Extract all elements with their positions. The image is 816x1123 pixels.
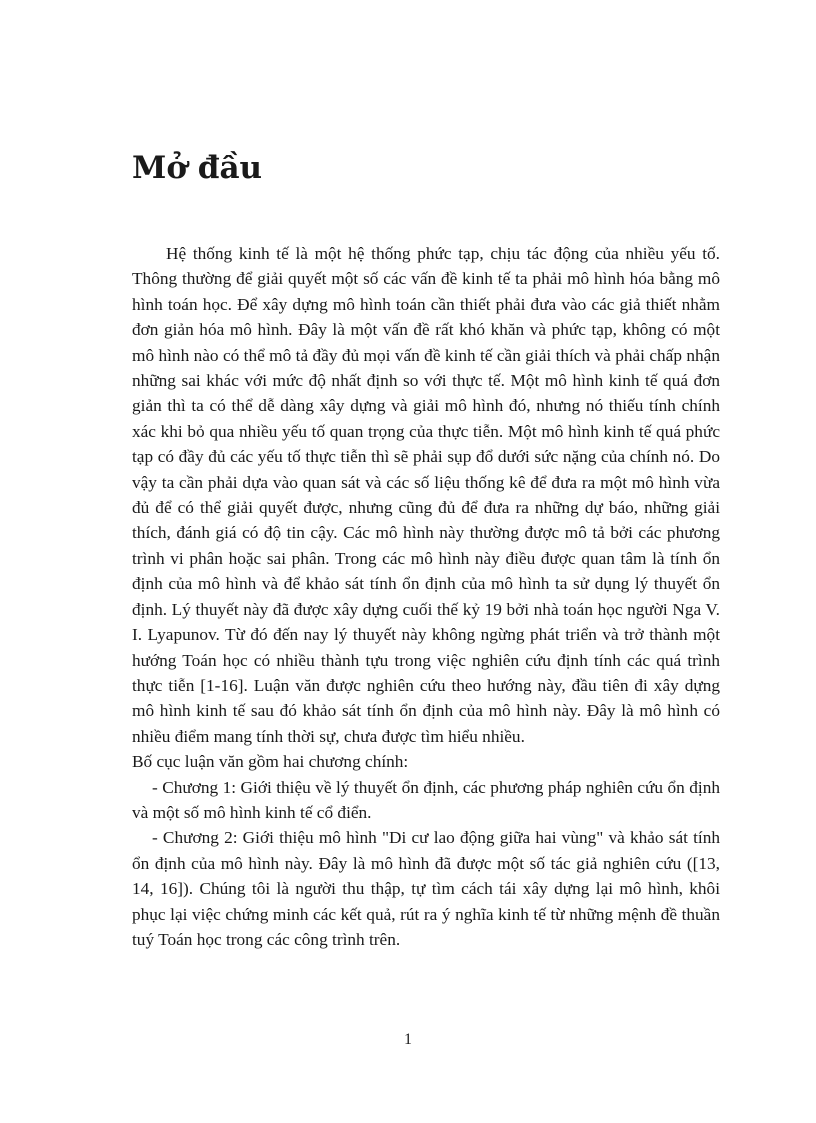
chapter-title: Mở đầu (132, 150, 263, 186)
intro-paragraph: Hệ thống kinh tế là một hệ thống phức tạp, chịu tác động của nhiều yếu tố. Thông thường để giải quyết một số các vấn đề kinh tế ta phải mô hình hóa bằng mô hình toán học. Để xây dựng mô hình toán cần thiết phải đưa vào các giả thiết nhằm đơn giản hóa mô hình. Đây là một vấn đề rất khó khăn và phức tạp, không có một mô hình nào có thể mô tả đầy đủ mọi vấn đề kinh tế cần giải thích và phải chấp nhận những sai khác với mức độ nhất định so với thực tế. Một mô hình kinh tế quá đơn giản thì ta có thể dễ dàng xây dựng và giải mô hình đó, nhưng nó thiếu tính chính xác khi bỏ qua nhiều yếu tố quan trọng của thực tiễn. Một mô hình kinh tế quá phức tạp có đầy đủ các yếu tố thực tiễn thì sẽ phải sụp đổ dưới sức nặng của chính nó. Do vậy ta cần phải dựa vào quan sát và các số liệu thống kê để đưa ra một mô hình vừa đủ để có thể giải quyết được, nhưng cũng đủ để đưa ra những dự báo, những giải thích, đánh giá có độ tin cậy. Các mô hình này thường được mô tả bởi các phương trình vi phân hoặc sai phân. Trong các mô hình này điều được quan tâm là tính ổn định của mô hình và để khảo sát tính ổn định của mô hình ta sử dụng lý thuyết ổn định. Lý thuyết này đã được xây dựng cuối thế kỷ 19 bởi nhà toán học người Nga V. I. Lyapunov. Từ đó đến nay lý thuyết này không ngừng phát triển và trở thành một hướng Toán học có nhiều thành tựu trong việc nghiên cứu định tính các quá trình thực tiễn [1-16]. Luận văn được nghiên cứu theo hướng này, đầu tiên đi xây dựng mô hình kinh tế sau đó khảo sát tính ổn định của mô hình này. Đây là mô hình có nhiều điểm mang tính thời sự, chưa được tìm hiểu nhiều. (132, 244, 720, 746)
chapter-2-summary: - Chương 2: Giới thiệu mô hình "Di cư lao động giữa hai vùng" và khảo sát tính ổn định của mô hình này. Đây là mô hình đã được một số tác giả nghiên cứu ([13, 14, 16]). Chúng tôi là người thu thập, tự tìm cách tái xây dựng lại mô hình, khôi phục lại việc chứng minh các kết quả, rút ra ý nghĩa kinh tế từ những mệnh đề thuần tuý Toán học trong các công trình trên. (132, 828, 720, 949)
page-number: 1 (404, 1031, 412, 1048)
structure-line: Bố cục luận văn gồm hai chương chính: (132, 752, 409, 772)
body-text (132, 241, 720, 952)
chapter-1-summary: - Chương 1: Giới thiệu về lý thuyết ổn định, các phương pháp nghiên cứu ổn định và một số mô hình kinh tế cổ điển. (132, 777, 720, 822)
